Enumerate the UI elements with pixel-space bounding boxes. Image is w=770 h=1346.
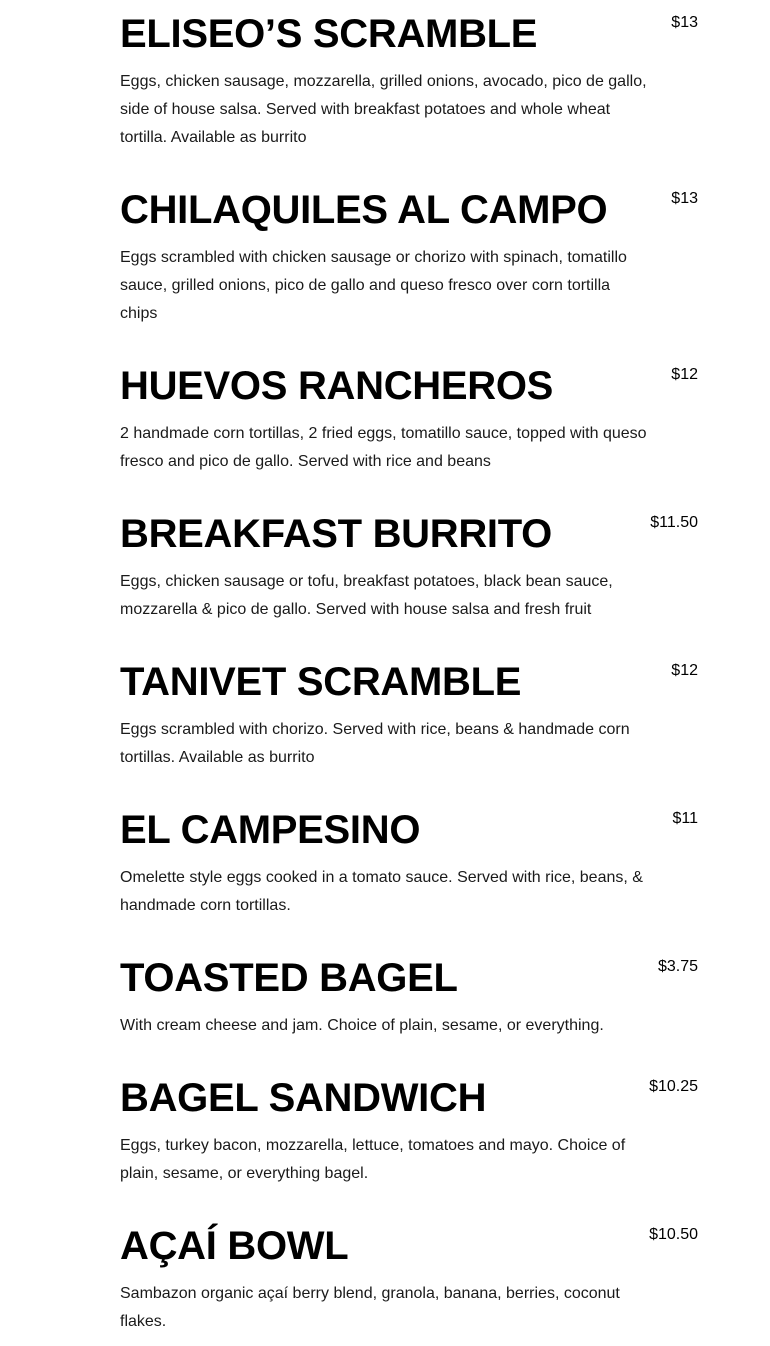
item-name: TOASTED BAGEL [120,956,458,1000]
item-name: CHILAQUILES AL CAMPO [120,188,608,232]
menu-item [120,10,698,152]
menu-item [120,806,698,920]
item-description: Eggs, chicken sausage, mozzarella, grilled onions, avocado, pico de gallo, side of house salsa. Served with breakfast potatoes and whole wheat tortilla. Available as burrito [120,73,647,146]
item-name: HUEVOS RANCHEROS [120,364,554,408]
item-price: $13 [671,190,698,207]
menu-item [120,1222,698,1336]
item-price: $11.50 [650,514,698,531]
item-description: Omelette style eggs cooked in a tomato sauce. Served with rice, beans, & handmade corn tortillas. [120,869,643,914]
item-price: $3.75 [657,958,698,975]
menu-list [120,0,698,1330]
item-name: EL CAMPESINO [120,808,421,852]
item-price: $11 [672,810,698,827]
item-description: With cream cheese and jam. Choice of plain, sesame, or everything. [120,1017,604,1034]
item-name: ELISEO’S SCRAMBLE [120,12,538,56]
item-price: $13 [671,14,698,31]
menu-item [120,658,698,772]
item-name: AÇAÍ BOWL [120,1224,349,1268]
item-price: $12 [671,662,698,679]
item-description: Eggs, chicken sausage or tofu, breakfast potatoes, black bean sauce, mozzarella & pico de gallo. Served with house salsa and fresh fruit [120,573,613,618]
item-description: 2 handmade corn tortillas, 2 fried eggs, tomatillo sauce, topped with queso fresco and pico de gallo. Served with rice and beans [120,425,647,470]
item-name: BAGEL SANDWICH [120,1076,487,1120]
item-price: $10.50 [649,1226,698,1243]
menu-item [120,510,698,624]
menu-item [120,362,698,476]
item-price: $12 [671,366,698,383]
menu-item [120,186,698,328]
item-description: Sambazon organic açaí berry blend, granola, banana, berries, coconut flakes. [120,1285,620,1330]
item-description: Eggs scrambled with chicken sausage or chorizo with spinach, tomatillo sauce, grilled onions, pico de gallo and queso fresco over corn tortilla chips [120,249,627,322]
menu-item [120,1074,698,1188]
item-description: Eggs, turkey bacon, mozzarella, lettuce, tomatoes and mayo. Choice of plain, sesame, or everything bagel. [120,1137,626,1182]
item-description: Eggs scrambled with chorizo. Served with rice, beans & handmade corn tortillas. Available as burrito [120,721,630,766]
menu-item [120,954,698,1040]
item-name: BREAKFAST BURRITO [120,512,552,556]
item-price: $10.25 [649,1078,698,1095]
item-name: TANIVET SCRAMBLE [120,660,522,704]
